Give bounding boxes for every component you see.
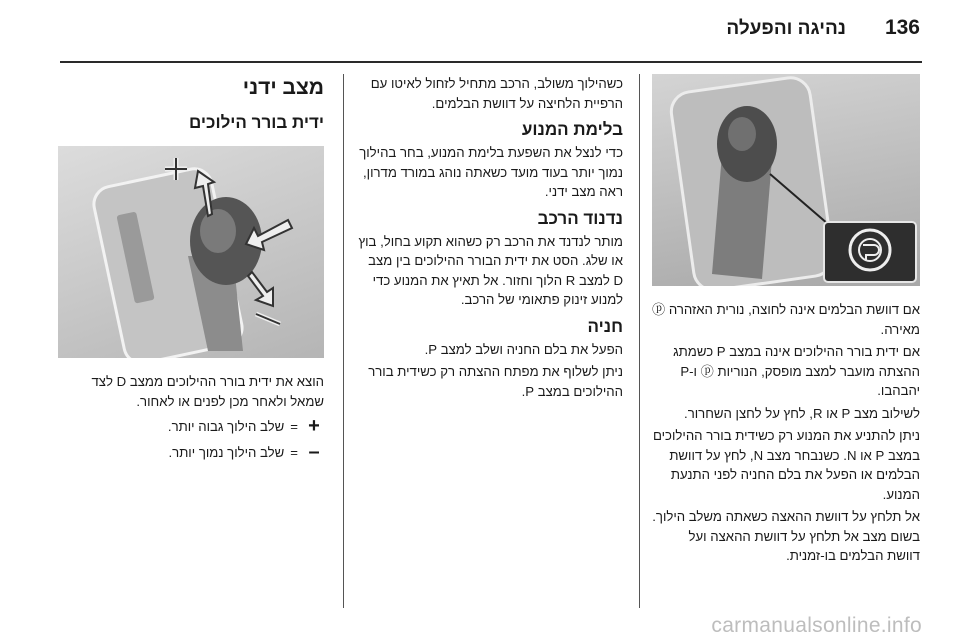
engine-brake-text: כדי לנצל את השפעת בלימת המנוע, בחר בהילוך נמוך יותר בעוד מועד כשאתה נוהג במורד מדרון, ראה מצב ידני. (359, 145, 623, 199)
legend-item-upshift (58, 417, 324, 437)
legend-text: שלב הילוך גבוה יותר. (167, 419, 285, 434)
park-brake-warning-icon (824, 222, 916, 282)
section-title: מצב ידני (242, 76, 324, 99)
creep-text: כשהילוך משולב, הרכב מתחיל לזחול לאיטו עם הרפיית הלחיצה על דוושת הבלמים. (370, 76, 623, 111)
page-number: 136 (884, 16, 920, 39)
column-divider (639, 74, 640, 608)
engine-start-text: ניתן להתניע את המנוע רק כשידית בורר ההילוכים במצב P או N. כשנבחר מצב N, לחץ על דוושת הבלמים או הפעל את בלם החניה לפני התנעת המנוע. (652, 428, 920, 502)
column-divider (343, 74, 344, 608)
key-removal-text: ניתן לשלוף את מפתח ההצתה רק כשידית בורר ההילוכים במצב P. (368, 364, 623, 399)
middle-column (355, 74, 623, 404)
parking-heading: חניה (587, 316, 623, 336)
minus-symbol: – (308, 440, 320, 463)
manual-mode-text: הוצא את ידית בורר ההילוכים ממצב D לצד שמאל ולאחר מכן לפנים או לאחור. (91, 374, 324, 409)
rocking-heading: נדנוד הרכב (537, 208, 623, 228)
brake-warning-text: אם דוושת הבלמים אינה לחוצה, נורית האזהרה ⓟ מאירה. (652, 302, 920, 337)
rocking-text: מותר לנדנד את הרכב רק כשהוא תקוע בחול, בוץ או שלג. הסט את ידית הבורר ההילוכים בין מצב D למצב R הלוך וחזור. אל תאיץ את המנוע כדי למנוע זינוק פתאומי של הרכב. (358, 233, 623, 307)
parking-text: הפעל את בלם החניה ושלב למצב P. (424, 341, 623, 357)
plus-symbol: + (308, 415, 320, 437)
left-column (652, 74, 920, 569)
selector-lever-illustration (652, 74, 920, 286)
manual-mode-photo (58, 146, 324, 358)
right-column (58, 74, 324, 462)
release-button-text: לשילוב מצב P או R, לחץ על לחצן השחרור. (684, 405, 920, 421)
subsection-title: ידית בורר הילוכים (189, 113, 324, 132)
accelerator-warning-text: אל תלחץ על דוושת ההאצה כשאתה משלב הילוך. בשום מצב אל תלחץ על דוושת ההאצה ועל דוושת הבלמים בו-זמנית. (652, 509, 920, 563)
arrow-back-icon (248, 272, 273, 306)
legend-equals: = (290, 444, 298, 460)
legend-text: שלב הילוך נמוך יותר. (168, 444, 285, 460)
lever-position-text: אם ידית בורר ההילוכים אינה במצב P כשמתג ההצתה מועבר למצב מופסק, הנוריות ⓟ ו-P יהבהבו. (673, 344, 920, 398)
minus-sign-icon (256, 314, 280, 324)
engine-brake-heading: בלימת המנוע (521, 120, 623, 139)
watermark: carmanualsonline.info (711, 614, 922, 637)
chapter-title: נהיגה והפעלה (726, 18, 846, 39)
legend-item-downshift (58, 440, 324, 463)
manual-mode-illustration (58, 146, 324, 358)
selector-lever-photo (652, 74, 920, 286)
header-rule (60, 61, 922, 63)
legend-equals: = (290, 419, 298, 434)
